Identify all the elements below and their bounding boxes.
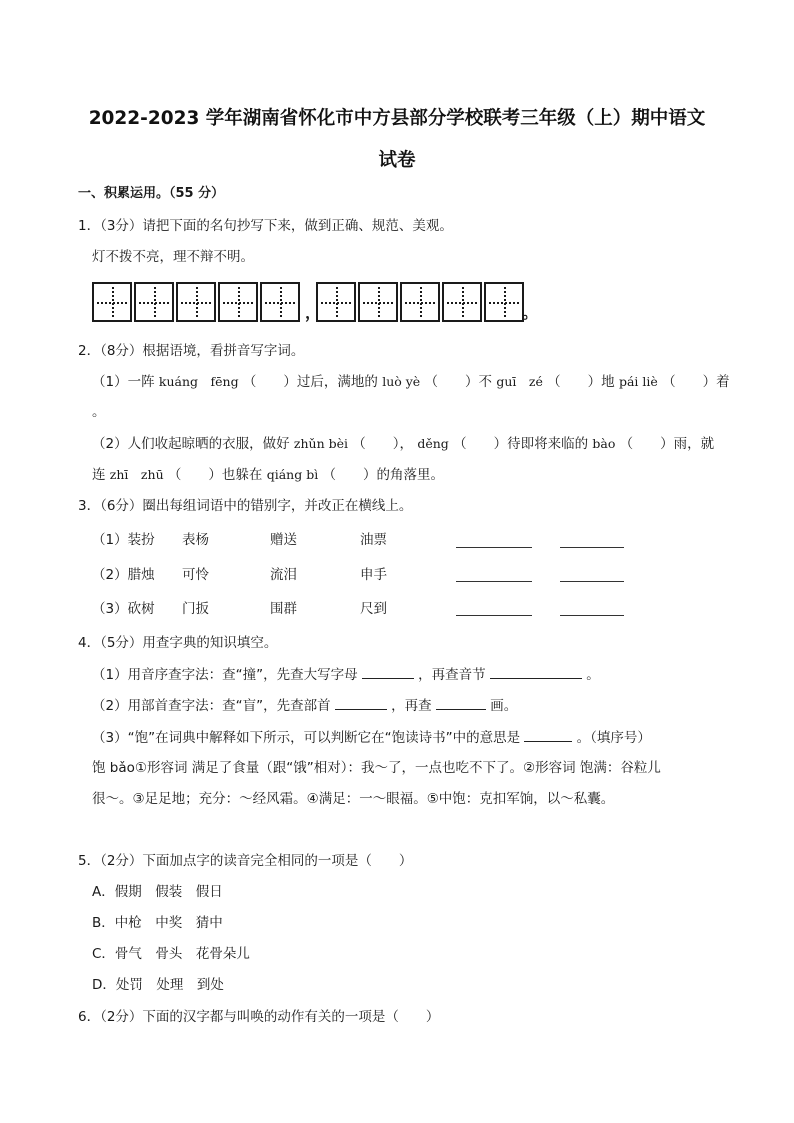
fill-blank[interactable] xyxy=(335,695,387,710)
question-1-sentence: 灯不拨不亮，理不辩不明。 xyxy=(92,249,254,265)
pinyin: pái liè xyxy=(618,374,658,389)
q3-row3-word4: 尺到 xyxy=(360,601,387,617)
question-3-stem: 3．（6分）圈出每组词语中的错别字，并改正在横线上。 xyxy=(78,498,413,514)
question-5-option-d[interactable]: D．处罚 处理 到处 xyxy=(92,977,224,993)
question-2-part2 xyxy=(92,434,714,454)
q3-row1-word4: 油票 xyxy=(360,532,387,548)
question-4-part3 xyxy=(92,727,651,748)
page-title-line2: 试卷 xyxy=(378,150,416,171)
writing-cell[interactable] xyxy=(176,282,216,322)
answer-line[interactable] xyxy=(560,546,624,548)
answer-line[interactable] xyxy=(456,614,532,616)
answer-line[interactable] xyxy=(456,546,532,548)
fill-blank[interactable] xyxy=(362,664,414,679)
answer-line[interactable] xyxy=(560,614,624,616)
q3-row3-word2: 门扳 xyxy=(182,601,209,617)
pinyin: bào xyxy=(592,436,616,451)
question-6-stem: 6．（2分）下面的汉字都与叫唤的动作有关的一项是（ ） xyxy=(78,1009,440,1025)
text: ，再查 xyxy=(391,698,432,714)
question-4-definition-2: 很～。③足足地；充分：～经风霜。④满足：一～眼福。⑤中饱：克扣军饷，以～私囊。 xyxy=(92,791,615,807)
writing-period: 。 xyxy=(522,303,539,322)
question-2-part1-tail: 。 xyxy=(92,404,106,420)
writing-cell[interactable] xyxy=(358,282,398,322)
text: （ ）， xyxy=(352,436,414,452)
question-5-option-c[interactable]: C．骨气 骨头 花骨朵儿 xyxy=(92,946,250,962)
writing-cell[interactable] xyxy=(400,282,440,322)
pinyin: děng xyxy=(417,436,449,451)
q3-row2-word1: （2）腊烛 xyxy=(92,567,155,583)
question-2-stem: 2．（8分）根据语境，看拼音写字词。 xyxy=(78,343,305,359)
text: （1）用音序查字法：查“撞”，先查大写字母 xyxy=(92,667,358,683)
q3-row1-word2: 表杨 xyxy=(182,532,209,548)
question-4-part2 xyxy=(92,695,517,716)
text: 连 xyxy=(92,467,106,483)
q3-row3-word1: （3）砍树 xyxy=(92,601,155,617)
text: （ ）不 xyxy=(424,374,493,390)
pinyin: zhǔn bèi xyxy=(293,436,348,451)
fill-blank[interactable] xyxy=(436,695,486,710)
text: 。（填序号） xyxy=(576,730,651,746)
q3-row1-word3: 赠送 xyxy=(270,532,297,548)
pinyin: luò yè xyxy=(382,374,421,389)
fill-blank[interactable] xyxy=(490,664,582,679)
text: 画。 xyxy=(490,698,518,714)
question-2-part1 xyxy=(92,372,730,392)
answer-line[interactable] xyxy=(560,580,624,582)
q3-row2-word2: 可怜 xyxy=(182,567,209,583)
text: ，再查音节 xyxy=(418,667,486,683)
writing-cell[interactable] xyxy=(92,282,132,322)
section-heading: 一、积累运用。（55 分） xyxy=(78,186,225,201)
pinyin: zhī zhū xyxy=(109,467,164,482)
text: （ ）待即将来临的 xyxy=(453,436,589,452)
text: （2）用部首查字法：查“盲”，先查部首 xyxy=(92,698,331,714)
pinyin: guī zé xyxy=(496,374,543,389)
writing-cell[interactable] xyxy=(134,282,174,322)
question-5-stem: 5．（2分）下面加点字的读音完全相同的一项是（ ） xyxy=(78,853,413,869)
question-4-definition-1: 饱 bǎo①形容词 满足了食量（跟“饿”相对）：我～了，一点也吃不下了。②形容词 饱满：谷粒儿 xyxy=(92,760,661,776)
q3-row2-word4: 申手 xyxy=(360,567,387,583)
answer-line[interactable] xyxy=(456,580,532,582)
text: （ ）着 xyxy=(662,374,730,390)
page-title-line1: 2022-2023 学年湖南省怀化市中方县部分学校联考三年级（上）期中语文 xyxy=(88,108,706,129)
writing-comma: ， xyxy=(305,303,322,322)
writing-cell[interactable] xyxy=(218,282,258,322)
text: （ ）地 xyxy=(547,374,615,390)
q3-row2-word3: 流泪 xyxy=(270,567,297,583)
text: （ ）过后，满地的 xyxy=(242,374,378,390)
question-1-stem: 1．（3分）请把下面的名句抄写下来，做到正确、规范、美观。 xyxy=(78,218,453,234)
pinyin: qiáng bì xyxy=(266,467,319,482)
pinyin: kuáng fēng xyxy=(158,374,239,389)
text: （1）一阵 xyxy=(92,374,155,390)
question-4-stem: 4．（5分）用查字典的知识填空。 xyxy=(78,635,278,651)
text: （3）“饱”在词典中解释如下所示，可以判断它在“饱读诗书”中的意思是 xyxy=(92,730,521,746)
writing-cell[interactable] xyxy=(484,282,524,322)
question-5-option-a[interactable]: A．假期 假装 假日 xyxy=(92,884,223,900)
writing-cell[interactable] xyxy=(260,282,300,322)
writing-cell[interactable] xyxy=(316,282,356,322)
text: （ ）也躲在 xyxy=(167,467,263,483)
question-2-part2-cont xyxy=(92,465,444,485)
text: （2）人们收起晾晒的衣服，做好 xyxy=(92,436,290,452)
question-5-option-b[interactable]: B．中枪 中奖 猜中 xyxy=(92,915,223,931)
text: （ ）的角落里。 xyxy=(322,467,444,483)
text: 。 xyxy=(586,667,600,683)
question-4-part1 xyxy=(92,664,600,685)
q3-row3-word3: 围群 xyxy=(270,601,297,617)
q3-row1-word1: （1）装扮 xyxy=(92,532,155,548)
fill-blank[interactable] xyxy=(524,727,572,742)
writing-cell[interactable] xyxy=(442,282,482,322)
text: （ ）雨，就 xyxy=(619,436,715,452)
